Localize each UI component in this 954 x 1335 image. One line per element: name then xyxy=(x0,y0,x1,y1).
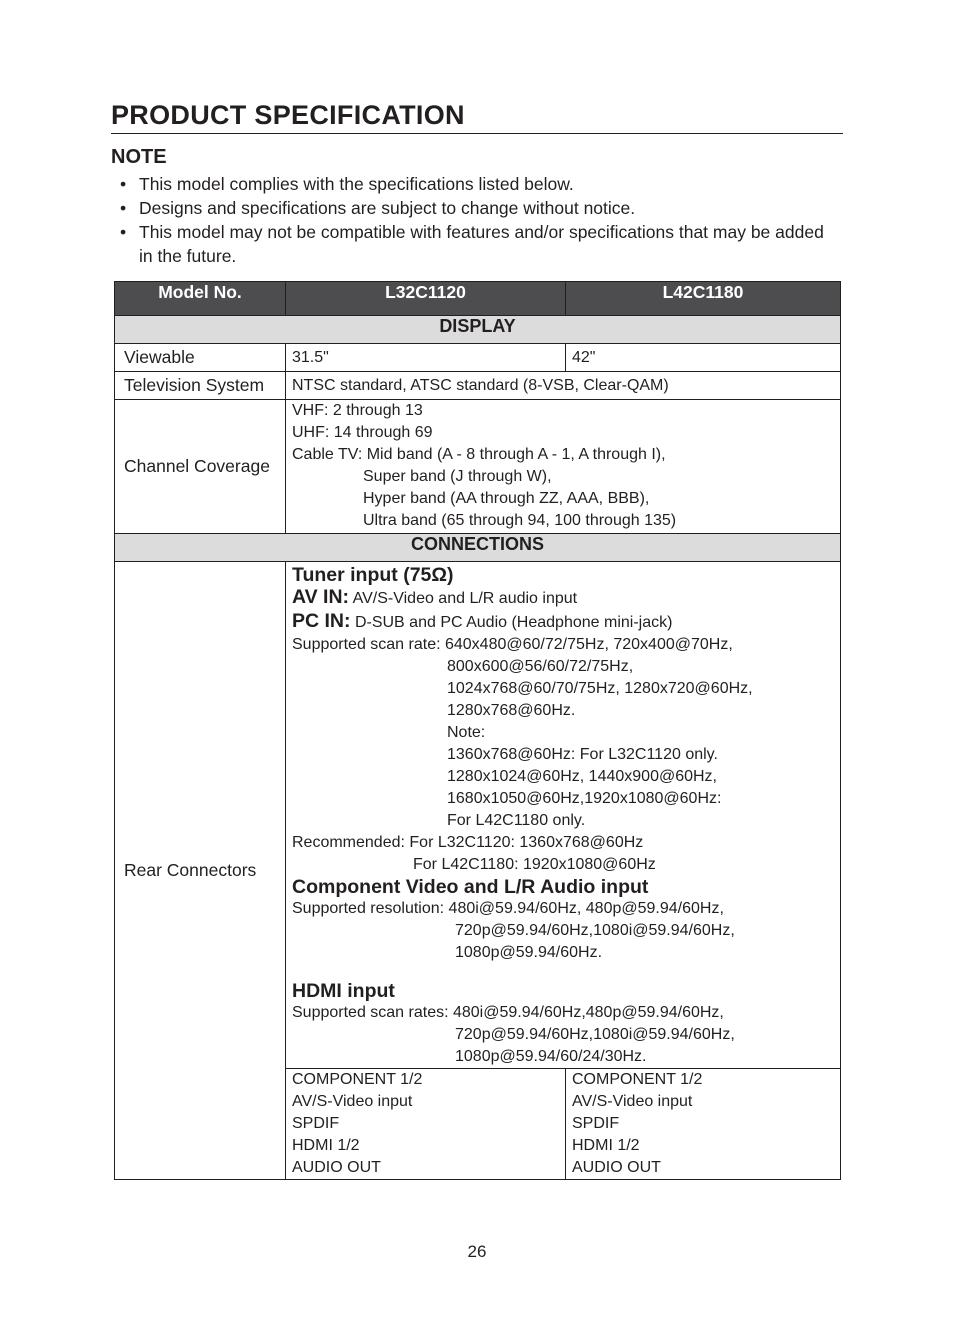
table-row xyxy=(115,562,841,1069)
tv-system-value: NTSC standard, ATSC standard (8-VSB, Clear-QAM) xyxy=(286,372,841,400)
port-item: HDMI 1/2 xyxy=(572,1137,640,1154)
page-title: PRODUCT SPECIFICATION xyxy=(111,100,843,134)
channel-line: Hyper band (AA through ZZ, AAA, BBB), xyxy=(363,490,650,507)
port-item: HDMI 1/2 xyxy=(292,1137,360,1154)
note-item: • This model complies with the specifications listed below. xyxy=(118,172,838,196)
pc-in-text: D-SUB and PC Audio (Headphone mini-jack) xyxy=(350,614,673,631)
note-item: • This model may not be compatible with features and/or specifications that may be added in the future. xyxy=(118,220,838,268)
port-item: AV/S-Video input xyxy=(572,1093,693,1110)
recommended-line: For L42C1180: 1920x1080@60Hz xyxy=(413,856,656,873)
rear-connectors-label: Rear Connectors xyxy=(115,562,286,1180)
pc-scan-line: Note: xyxy=(447,724,486,741)
pc-scan-line: 1280x1024@60Hz, 1440x900@60Hz, xyxy=(447,768,717,785)
ports-l32c1120 xyxy=(286,1069,566,1180)
channel-line: Cable TV: Mid band (A - 8 through A - 1, A through I), xyxy=(292,446,666,463)
note-item: • Designs and specifications are subject to change without notice. xyxy=(118,196,838,220)
port-item: AV/S-Video input xyxy=(292,1093,413,1110)
port-item: SPDIF xyxy=(572,1115,620,1132)
table-row xyxy=(115,344,841,372)
av-in-label: AV IN: xyxy=(292,586,350,608)
component-heading: Component Video and L/R Audio input xyxy=(292,876,649,898)
spec-table xyxy=(114,281,841,1180)
tuner-input-heading: Tuner input (75Ω) xyxy=(292,564,454,586)
channel-line: Ultra band (65 through 94, 100 through 135) xyxy=(363,512,677,529)
hdmi-line: 720p@59.94/60Hz,1080i@59.94/60Hz, xyxy=(455,1026,735,1043)
channel-coverage-value xyxy=(286,400,841,534)
rear-connectors-details xyxy=(286,562,841,1069)
note-list xyxy=(118,172,838,268)
port-item: AUDIO OUT xyxy=(572,1159,661,1176)
pc-scan-line: Supported scan rate: 640x480@60/72/75Hz, 720x400@70Hz, xyxy=(292,636,733,653)
section-row-connections xyxy=(115,534,841,562)
pc-scan-line: 1680x1050@60Hz,1920x1080@60Hz: xyxy=(447,790,722,807)
pc-scan-line: 1280x768@60Hz. xyxy=(447,702,576,719)
pc-scan-line: For L42C1180 only. xyxy=(447,812,586,829)
channel-line: VHF: 2 through 13 xyxy=(292,402,423,419)
channel-line: Super band (J through W), xyxy=(363,468,552,485)
viewable-label: Viewable xyxy=(115,344,286,372)
page-number: 26 xyxy=(467,1242,487,1261)
section-display: DISPLAY xyxy=(115,316,841,344)
header-model-no: Model No. xyxy=(115,282,286,316)
tv-system-label: Television System xyxy=(115,372,286,400)
table-row xyxy=(115,400,841,534)
table-row xyxy=(115,372,841,400)
port-item: SPDIF xyxy=(292,1115,340,1132)
port-item: COMPONENT 1/2 xyxy=(292,1071,423,1088)
channel-coverage-label: Channel Coverage xyxy=(115,400,286,534)
pc-in-label: PC IN: xyxy=(292,610,351,632)
channel-line: UHF: 14 through 69 xyxy=(292,424,433,441)
viewable-l32: 31.5" xyxy=(286,344,566,372)
spacer xyxy=(292,964,840,980)
ports-l42c1180 xyxy=(566,1069,841,1180)
component-line: 1080p@59.94/60Hz. xyxy=(455,944,603,961)
av-in-text: AV/S-Video and L/R audio input xyxy=(349,590,578,607)
component-line: 720p@59.94/60Hz,1080i@59.94/60Hz, xyxy=(455,922,735,939)
port-item: COMPONENT 1/2 xyxy=(572,1071,703,1088)
av-in-line xyxy=(292,586,840,610)
table-header-row xyxy=(115,282,841,316)
header-l42c1180: L42C1180 xyxy=(566,282,841,316)
pc-scan-line: 1360x768@60Hz: For L32C1120 only. xyxy=(447,746,718,763)
hdmi-line: Supported scan rates: 480i@59.94/60Hz,480p@59.94/60Hz, xyxy=(292,1004,724,1021)
hdmi-heading: HDMI input xyxy=(292,980,395,1002)
viewable-l42: 42" xyxy=(566,344,841,372)
section-connections: CONNECTIONS xyxy=(115,534,841,562)
note-heading: NOTE xyxy=(111,146,167,168)
pc-scan-line: 800x600@56/60/72/75Hz, xyxy=(447,658,634,675)
header-l32c1120: L32C1120 xyxy=(286,282,566,316)
component-line: Supported resolution: 480i@59.94/60Hz, 480p@59.94/60Hz, xyxy=(292,900,724,917)
pc-in-line xyxy=(292,610,840,634)
pc-scan-line: 1024x768@60/70/75Hz, 1280x720@60Hz, xyxy=(447,680,753,697)
section-row-display xyxy=(115,316,841,344)
hdmi-line: 1080p@59.94/60/24/30Hz. xyxy=(455,1048,647,1065)
port-item: AUDIO OUT xyxy=(292,1159,381,1176)
recommended-line: Recommended: For L32C1120: 1360x768@60Hz xyxy=(292,834,644,851)
